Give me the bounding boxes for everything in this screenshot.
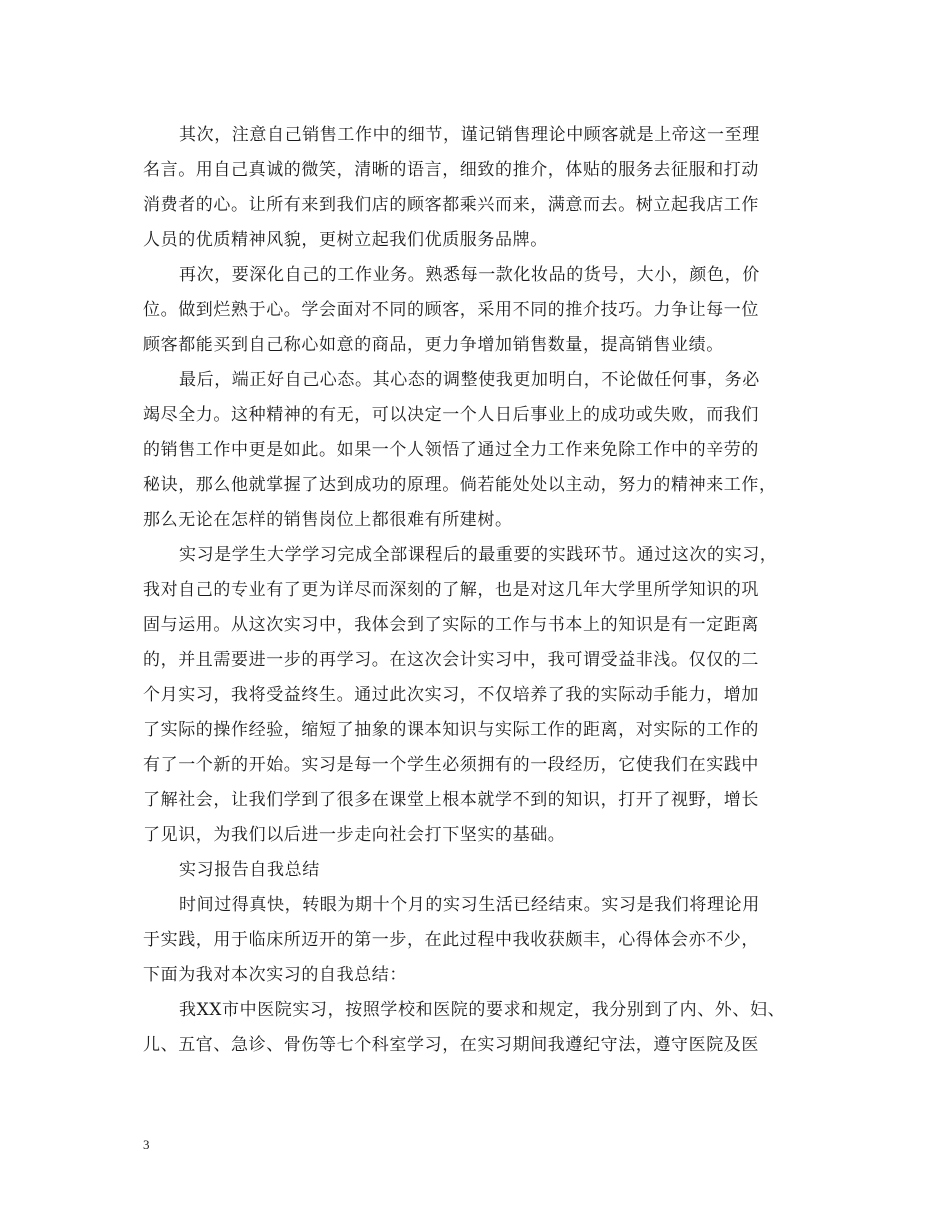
paragraph-line: 有了一个新的开始。实习是每一个学生必须拥有的一段经历，它使我们在实践中 (143, 755, 759, 775)
paragraph-line: 我对自己的专业有了更为详尽而深刻的了解，也是对这几年大学里所学知识的巩 (143, 580, 759, 600)
paragraph-line: 位。做到烂熟于心。学会面对不同的顾客，采用不同的推介技巧。力争让每一位 (143, 300, 759, 320)
paragraph-line: 秘诀，那么他就掌握了达到成功的原理。倘若能处处以主动，努力的精神来工作， (143, 475, 777, 495)
paragraph-line: 那么无论在怎样的销售岗位上都很难有所建树。 (143, 510, 513, 530)
paragraph-line: 人员的优质精神风貌，更树立起我们优质服务品牌。 (143, 230, 548, 250)
paragraph-line: 了见识，为我们以后进一步走向社会打下坚实的基础。 (143, 825, 566, 845)
paragraph-line: 于实践，用于临床所迈开的第一步，在此过程中我收获颇丰，心得体会亦不少， (143, 930, 759, 950)
document-body (143, 118, 807, 1063)
paragraph-line: 消费者的心。让所有来到我们店的顾客都乘兴而来，满意而去。树立起我店工作 (143, 195, 759, 215)
paragraph-line: 的销售工作中更是如此。如果一个人领悟了通过全力工作来免除工作中的辛劳的 (143, 440, 759, 460)
paragraph-line: 名言。用自己真诚的微笑，清晰的语言，细致的推介，体贴的服务去征服和打动 (143, 160, 759, 180)
paragraph-first-line: 我XX市中医院实习，按照学校和医院的要求和规定，我分别到了内、外、妇、 (179, 1000, 786, 1020)
paragraph-line: 了实际的操作经验，缩短了抽象的课本知识与实际工作的距离，对实际的工作的 (143, 720, 759, 740)
paragraph-line: 的，并且需要进一步的再学习。在这次会计实习中，我可谓受益非浅。仅仅的二 (143, 650, 759, 670)
page-number: 3 (143, 1137, 150, 1152)
paragraph-first-line: 实习是学生大学学习完成全部课程后的最重要的实践环节。通过这次的实习， (179, 545, 778, 565)
paragraph-first-line: 时间过得真快，转眼为期十个月的实习生活已经结束。实习是我们将理论用 (179, 895, 760, 915)
paragraph-first-line: 最后，端正好自己心态。其心态的调整使我更加明白，不论做任何事，务必 (179, 370, 760, 390)
paragraph-line: 个月实习，我将受益终生。通过此次实习，不仅培养了我的实际动手能力，增加 (143, 685, 759, 705)
paragraph-first-line: 再次，要深化自己的工作业务。熟悉每一款化妆品的货号，大小，颜色，价 (179, 265, 760, 285)
paragraph-first-line: 实习报告自我总结 (179, 860, 320, 880)
paragraph-line: 下面为我对本次实习的自我总结： (143, 965, 407, 985)
paragraph-line: 顾客都能买到自己称心如意的商品，更力争增加销售数量，提高销售业绩。 (143, 335, 724, 355)
paragraph-line: 竭尽全力。这种精神的有无，可以决定一个人日后事业上的成功或失败，而我们 (143, 405, 759, 425)
paragraph-line: 了解社会，让我们学到了很多在课堂上根本就学不到的知识，打开了视野，增长 (143, 790, 759, 810)
paragraph-line: 固与运用。从这次实习中，我体会到了实际的工作与书本上的知识是有一定距离 (143, 615, 759, 635)
paragraph-first-line: 其次，注意自己销售工作中的细节，谨记销售理论中顾客就是上帝这一至理 (179, 125, 760, 145)
paragraph-line: 儿、五官、急诊、骨伤等七个科室学习，在实习期间我遵纪守法，遵守医院及医 (143, 1035, 759, 1055)
